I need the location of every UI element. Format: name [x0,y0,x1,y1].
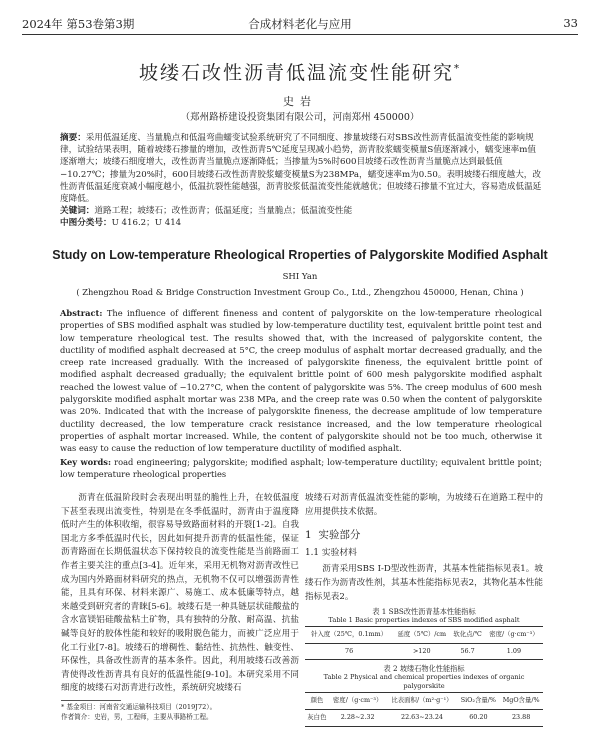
english-author: SHI Yan [282,272,318,282]
chinese-clc-text: U 416.2；U 414 [111,218,182,229]
chinese-author: 史岩 [283,95,317,108]
chinese-abstract [60,132,542,205]
english-abstract-text: The influence of different fineness and content of palygorskite on the low-temperature rheological properties of SBS modified asphalt was studied by low-temperature ductility test, equivalent brittle point test and low temperature rheological test. The results showed that, with the increased of palygorskite content, the ductility of modified asphalt decreased at 5°C, the creep modulus of asphalt mortar decreased gradually, and the creep rate increased gradually. With the increased of palygorskite fineness, the equivalent brittle point of modified asphalt decreased gradually; the equivalent brittle point of 600 mesh palygorskite modified asphalt reached the lowest value of −10.27°C, when the content of palygorskite was 5%. The creep modulus of 600 mesh palygorskite modified asphalt mortar was 238 MPa, and the creep rate was 0.50 when the content of palygorskite was 20%. Indicated that with the increase of palygorskite fineness, the decrease amplitude of low temperature ductility decreased, the low temperature crack resistance increased, and the low temperature rheological properties of asphalt mortar increased. While, the content of palygorskite should not be too much, otherwise it was easy to cause the reduction of low temperature ductility of modified asphalt. [60,308,542,454]
table1-header-row [305,627,543,644]
table1 [305,626,543,660]
table2-header-row [305,693,543,710]
page-number: 33 [563,16,578,30]
table2-header-cell: 密度/（g·cm⁻³） [329,693,387,710]
section-number: 1 [305,529,312,542]
english-abstract-label: Abstract: [60,308,103,318]
journal-name: 合成材料老化与应用 [248,17,352,31]
chinese-abstract-text: 采用低温延度、当量脆点和低温弯曲蠕变试验系统研究了不同细度、掺量坡缕石对SBS改性沥青低温流变性能的影响规律，试验结果表明，随着坡缕石掺量的增加，改性沥青5℃延度呈现减小趋势，沥青胶浆蠕变模量S值逐渐减小，蠕变速率m值逐渐增大；坡缕石细度增大，改性沥青当量脆点逐渐降低；当掺量为5%时600目坡缕石改性沥青当量脆点达到最低值 −10.27℃；掺量为20%时，600目坡缕石改性沥青胶浆蠕变模量S为238MPa，蠕变速率m为0.50。表明坡缕石细度越大，改性沥青低温延度衰减小幅度越小，低温抗裂性能越强，沥青胶浆低温流变性能就越优；但坡缕石掺量不宜过大，容易造成低温延度降低。 [60,133,542,205]
table2-cell: 60.20 [457,709,499,726]
table1-caption-en: Table 1 Basic properties indexes of SBS modified asphalt [328,616,520,625]
table2-header-cell: 颜色 [305,693,329,710]
chinese-keywords [60,205,542,217]
header-rule [22,34,578,35]
chinese-keywords-text: 道路工程；坡缕石；改性沥青；低温延度；当量脆点；低温流变性能 [94,206,353,217]
table2-header-cell: MgO含量/% [499,693,543,710]
chinese-abstract-block [60,132,542,230]
footnote-author-bio: 作者简介：史岩，男，工程师，主要从事路桥工程。 [61,712,213,721]
table1-header-cell: 针入度（25℃，0.1mm） [305,627,393,644]
chinese-title [0,58,600,85]
issue-info: 2024年 第53卷第3期 [22,17,135,31]
body-right-column [305,492,543,731]
table2-caption-zh: 表 2 坡缕石物化性能指标 [383,664,465,674]
subsection-heading: 1.1 实验材料 [305,547,357,558]
table1-value-row [305,643,543,660]
footnote [61,703,216,722]
english-abstract-block [60,307,542,480]
intro-continuation: 坡缕石对沥青低温流变性能的影响，为坡缕石在道路工程中的应用提供技术依据。 [305,493,543,517]
materials-paragraph: 沥青采用SBS I-D型改性沥青，其基本性能指标见表1。坡缕石作为沥青改性剂，其基本性能指标见表2，其物化基本性能指标见表2。 [305,564,543,602]
footnote-funding: * 基金项目：河南省交通运输科技项目（2019J72）。 [61,703,217,711]
table2-cell: 23.88 [499,709,543,726]
table1-caption-zh: 表 1 SBS改性沥青基本性能指标 [372,607,476,617]
footnote-rule [61,700,121,701]
body-left-column [61,492,299,696]
english-keywords-label: Key words: [60,456,112,467]
table1-cell: 1.09 [485,643,543,660]
table1-header-cell: 密度/（g·cm⁻³） [485,627,543,644]
english-abstract [60,307,542,455]
table1-cell: 56.7 [450,643,484,660]
english-keywords-text: road engineering; palygorskite; modified asphalt; low-temperature ductility; equivalent brittle point; low temperature rheological properties [60,456,542,479]
chinese-keywords-label: 关键词： [60,206,95,217]
english-title: Study on Low-temperature Rheological Rroperties of Palygorskite Modified Asphalt [52,248,548,262]
table2-caption-en: Table 2 Physical and chemical properties indexes of organic palygorskite [323,673,525,691]
table2-value-row [305,709,543,726]
table1-cell: 76 [305,643,393,660]
chinese-title-text: 坡缕石改性沥青低温流变性能研究 [138,62,454,84]
english-keywords [60,456,542,481]
section-heading [305,529,543,543]
table2-header-cell: SiO₂含量/% [457,693,499,710]
table2-header-cell: 比表面积/（m²·g⁻¹） [387,693,458,710]
chinese-clc-label: 中图分类号： [60,218,112,229]
table2-cell: 灰白色 [305,709,329,726]
english-affiliation: ( Zhengzhou Road & Bridge Construction Investment Group Co., Ltd., Zhengzhou 450000, Henan, China ) [76,287,524,297]
table1-header-cell: 延度（5℃）/cm [393,627,450,644]
section-title: 实验部分 [318,529,361,542]
table1-cell: >120 [393,643,450,660]
table1-header-cell: 软化点/℃ [450,627,484,644]
table2-cell: 2.28~2.32 [329,709,387,726]
chinese-clc [60,217,542,229]
chinese-affiliation: （郑州路桥建设投资集团有限公司，河南郑州 450000） [180,112,420,123]
table2 [305,692,543,726]
running-header [22,14,578,34]
title-footnote-mark: * [454,63,461,75]
intro-paragraph: 沥青在低温阶段时会表现出明显的脆性上升，在较低温度下甚至表现出流变性，特别是在冬季低温时，沥青由于温度降低时产生的体积收缩，很容易导致路面材料的开裂[1-2]。自我国北方多季低温时代长，因此如何提升沥青的低温性能，保证沥青路面在长期低温状态下保持较良的流变性能是当前路面工作者主要关注的重点[3-4]。近年来，采用无机物对沥青改性已成为国内外路面材料研究的热点，无机物不仅可以增强沥青性能，且具有环保、材料来源广、易施工、成本低廉等特点，越来越受到研究者的青睐[5-6]。坡缕石是一种具链层状硅酸盐的含水富镁铝硅酸盐粘土矿物，具有独特的分散、耐高温、抗盐碱等良好的胶体性能和较好的吸附脱色能力，而被广泛应用于化工行业[7-8]。坡缕石的增稠性、黏结性、抗热性、触变性、环保性，具备改性沥青的基本条件。因此，利用坡缕石改善沥青使得改性沥青具有良好的低温性能[9-10]。本研究采用不同细度的坡缕石对沥青进行改性，系统研究坡缕石 [61,493,299,694]
table2-cell: 22.63~23.24 [387,709,458,726]
chinese-abstract-label: 摘要： [60,133,86,143]
